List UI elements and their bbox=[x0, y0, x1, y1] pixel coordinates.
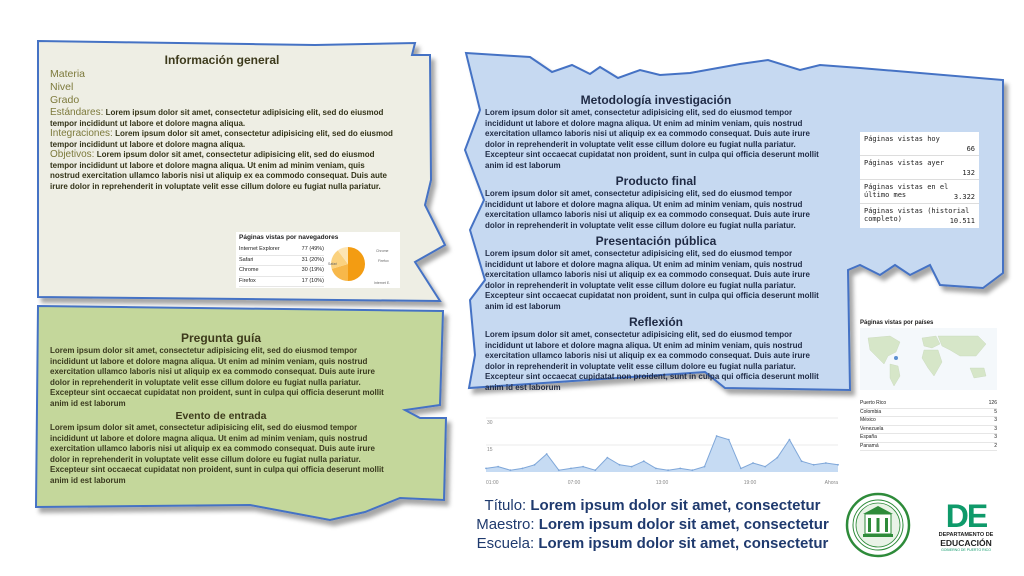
grado-label: Grado bbox=[50, 94, 80, 106]
product-text: Lorem ipsum dolor sit amet, consectetur adipisicing elit, sed do eiusmod tempor incididunt ut labore et dolore magna aliqua. Ut enim ad minim veniam, quis nostrud exercitation ullamco laboris nisi ut aliquip ex ea commodo consequat. Duis aute irure dolor in reprehenderit in voluptate velit esse cillum dolore eu fugiat nulla pariatur. bbox=[485, 189, 810, 230]
data-point bbox=[801, 460, 803, 462]
objetivos-block bbox=[50, 150, 394, 192]
data-point bbox=[813, 464, 815, 466]
country-row bbox=[860, 443, 997, 452]
data-point bbox=[534, 464, 536, 466]
country-value: 3 bbox=[994, 425, 997, 432]
country-value: 3 bbox=[994, 417, 997, 423]
area-series bbox=[486, 436, 838, 472]
stat-row bbox=[860, 180, 979, 204]
country-widget bbox=[860, 320, 997, 449]
data-point bbox=[582, 466, 584, 468]
estandares-block bbox=[50, 108, 394, 129]
data-point bbox=[728, 439, 730, 441]
data-point bbox=[570, 468, 572, 470]
browser-value: 30 (19%) bbox=[301, 267, 324, 273]
traffic-area-chart bbox=[482, 410, 842, 488]
country-row bbox=[860, 400, 997, 409]
country-name: Panamá bbox=[860, 442, 879, 449]
data-point bbox=[631, 466, 633, 468]
entry-event-text: Lorem ipsum dolor sit amet, consectetur adipisicing elit, sed do eiusmod tempor incididunt ut labore et dolore magna aliqua. Ut enim ad minim veniam, quis nostrud exercitation ullamco laboris nisi ut aliquip ex ea commodo consequat. Duis aute irure dolor in reprehenderit in voluptate velit esse cillum dolore eu fugiat nulla pariatur. Excepteur sint occaecat cupidatat non proident, sunt in culpa qui officia deserunt mollit anim id est laborum bbox=[50, 423, 384, 485]
objetivos-label: Objetivos: bbox=[50, 149, 95, 160]
maestro-value: Lorem ipsum dolor sit amet, consectetur bbox=[538, 516, 829, 533]
data-point bbox=[485, 468, 487, 470]
method-text: Lorem ipsum dolor sit amet, consectetur adipisicing elit, sed do eiusmod tempor incididunt ut labore et dolore magna aliqua. Ut enim ad minim veniam, quis nostrud exercitation ullamco laboris nisi ut aliquip ex ea commodo consequat. Duis aute irure dolor in reprehenderit in voluptate velit esse cillum dolore eu fugiat nulla pariatur. Excepteur sint occaecat cupidatat non proident, sunt in culpa qui officia deserunt mollit anim id est laborum bbox=[485, 108, 819, 170]
materia-label: Materia bbox=[50, 68, 86, 80]
stat-row bbox=[860, 132, 979, 156]
estandares-label: Estándares: bbox=[50, 107, 104, 118]
pie-slice bbox=[348, 247, 365, 281]
country-value: 3 bbox=[994, 434, 997, 440]
data-point bbox=[509, 469, 511, 471]
country-value: 2 bbox=[994, 442, 997, 449]
method-title: Metodología investigación bbox=[580, 93, 732, 107]
browser-value: 17 (10%) bbox=[301, 277, 324, 284]
data-point bbox=[594, 469, 596, 471]
school-seal-logo bbox=[845, 492, 911, 558]
data-point bbox=[522, 468, 524, 470]
browser-widget bbox=[236, 232, 400, 288]
data-point bbox=[776, 457, 778, 459]
reflection-title: Reflexión bbox=[628, 315, 683, 329]
objetivos-text: Lorem ipsum dolor sit amet, consectetur adipisicing elit, sed do eiusmod tempor incididunt ut labore et dolore magna aliqua. Ut enim ad minim veniam, quis nostrud exercitation ullamco laboris nisi ut aliquip ex ea commodo consequat. Duis aute irure dolor in reprehenderit in voluptate velit esse cillum dolore eu fugiat nulla pariatur. bbox=[50, 150, 387, 191]
country-name: Puerto Rico bbox=[860, 400, 887, 406]
de-line2: EDUCACIÓN bbox=[940, 538, 992, 548]
browser-pie-chart bbox=[328, 240, 400, 286]
country-name: Venezuela bbox=[860, 425, 884, 432]
titulo-label: Título: bbox=[484, 497, 527, 514]
stat-value: 10.511 bbox=[949, 217, 975, 225]
data-point bbox=[691, 469, 693, 471]
page-stats-widget bbox=[860, 132, 979, 228]
x-tick-label: 19:00 bbox=[743, 480, 757, 486]
escuela-value: Lorem ipsum dolor sit amet, consectetur bbox=[538, 535, 829, 552]
data-point bbox=[558, 469, 560, 471]
browser-row bbox=[239, 256, 324, 267]
country-row bbox=[860, 434, 997, 443]
data-point bbox=[716, 435, 718, 437]
titulo-value: Lorem ipsum dolor sit amet, consectetur bbox=[530, 497, 821, 514]
product-title: Producto final bbox=[615, 174, 697, 188]
stat-label: Páginas vistas ayer bbox=[864, 159, 945, 167]
stat-value: 3.322 bbox=[953, 193, 975, 201]
country-table bbox=[860, 400, 997, 451]
data-point bbox=[546, 453, 548, 455]
data-point bbox=[789, 439, 791, 441]
country-widget-title: Páginas vistas por países bbox=[860, 320, 934, 326]
browser-table bbox=[239, 245, 324, 287]
presentation-text: Lorem ipsum dolor sit amet, consectetur adipisicing elit, sed do eiusmod tempor incididunt ut labore et dolore magna aliqua. Ut enim ad minim veniam, quis nostrud exercitation ullamco laboris nisi ut aliquip ex ea commodo consequat. Duis aute irure dolor in reprehenderit in voluptate velit esse cillum dolore eu fugiat nulla pariatur. Excepteur sint occaecat cupidatat non proident, sunt in culpa qui officia deserunt mollit anim id est laborum bbox=[485, 249, 819, 311]
de-line3: GOBIERNO DE PUERTO RICO bbox=[941, 548, 991, 552]
guide-panel-text: Lorem ipsum dolor sit amet, consectetur adipisicing elit, sed do eiusmod tempor incididunt ut labore et dolore magna aliqua. Ut enim ad minim veniam, quis nostrud exercitation ullamco laboris nisi ut aliquip ex ea commodo consequat. Duis aute irure dolor in reprehenderit in voluptate velit esse cillum dolore eu fugiat nulla pariatur. Excepteur sint occaecat cupidatat non proident, sunt in culpa qui officia deserunt mollit anim id est laborum bbox=[50, 346, 384, 408]
data-point bbox=[752, 462, 754, 464]
data-point bbox=[497, 466, 499, 468]
data-point bbox=[679, 468, 681, 470]
info-panel bbox=[50, 51, 394, 192]
country-row bbox=[860, 426, 997, 435]
data-point bbox=[655, 468, 657, 470]
entry-event-title: Evento de entrada bbox=[175, 410, 267, 422]
country-name: México bbox=[860, 417, 876, 423]
pie-label: Chrome bbox=[376, 249, 389, 253]
stat-value: 66 bbox=[966, 145, 975, 153]
data-point bbox=[619, 464, 621, 466]
data-point bbox=[643, 460, 645, 462]
country-row bbox=[860, 409, 997, 418]
data-point bbox=[825, 462, 827, 464]
footer-info bbox=[470, 496, 835, 553]
footer-teacher-line bbox=[470, 515, 835, 534]
stat-label: Páginas vistas (historial completo) bbox=[864, 207, 970, 223]
x-tick-label: 13:00 bbox=[655, 480, 669, 486]
browser-name: Safari bbox=[239, 256, 254, 263]
browser-value: 31 (20%) bbox=[301, 256, 324, 263]
browser-row bbox=[239, 277, 324, 288]
x-tick-label: Ahora bbox=[824, 480, 838, 486]
footer-title-line bbox=[470, 496, 835, 515]
maestro-label: Maestro: bbox=[476, 516, 535, 533]
de-line1: DEPARTAMENTO DE bbox=[938, 532, 994, 538]
browser-name: Internet Explorer bbox=[239, 246, 280, 252]
country-name: España bbox=[860, 434, 877, 440]
browser-name: Chrome bbox=[239, 267, 259, 273]
browser-widget-title: Páginas vistas por navegadores bbox=[239, 234, 339, 241]
stat-row bbox=[860, 156, 979, 180]
escuela-label: Escuela: bbox=[476, 535, 535, 552]
stat-row bbox=[860, 204, 979, 227]
browser-name: Firefox bbox=[239, 277, 256, 284]
country-name: Colombia bbox=[860, 408, 882, 415]
pie-label: Safari bbox=[328, 262, 338, 266]
country-value: 126 bbox=[988, 400, 997, 406]
data-point bbox=[764, 466, 766, 468]
department-education-logo bbox=[934, 500, 998, 560]
footer-school-line bbox=[470, 534, 835, 553]
estandares-text: Lorem ipsum dolor sit amet, consectetur adipisicing elit, sed do eiusmod tempor incididunt ut labore et dolore magna aliqua. bbox=[50, 108, 384, 128]
pie-label: Firefox bbox=[378, 259, 389, 263]
reflection-text: Lorem ipsum dolor sit amet, consectetur adipisicing elit, sed do eiusmod tempor incididunt ut labore et dolore magna aliqua. Ut enim ad minim veniam, quis nostrud exercitation ullamco laboris nisi ut aliquip ex ea commodo consequat. Duis aute irure dolor in reprehenderit in voluptate velit esse cillum dolore eu fugiat nulla pariatur. Excepteur sint occaecat cupidatat non proident, sunt in culpa qui officia deserunt mollit anim id est laborum bbox=[485, 330, 819, 392]
data-point bbox=[667, 469, 669, 471]
integraciones-text: Lorem ipsum dolor sit amet, consectetur adipisicing elit, sed do eiusmod tempor incididunt ut labore et dolore magna aliqua. bbox=[50, 129, 393, 149]
world-map bbox=[860, 328, 997, 390]
stat-label: Páginas vistas en el último mes bbox=[864, 183, 949, 199]
data-point bbox=[704, 466, 706, 468]
browser-row bbox=[239, 266, 324, 277]
info-panel-title: Información general bbox=[164, 53, 280, 67]
browser-value: 77 (49%) bbox=[301, 246, 324, 252]
integraciones-label: Integraciones: bbox=[50, 128, 113, 139]
de-letters: DE bbox=[945, 498, 987, 534]
country-row bbox=[860, 417, 997, 426]
y-tick-label: 15 bbox=[487, 447, 493, 453]
data-point bbox=[740, 468, 742, 470]
data-point bbox=[837, 464, 839, 466]
browser-row bbox=[239, 245, 324, 256]
x-tick-label: 07:00 bbox=[567, 480, 581, 486]
y-tick-label: 30 bbox=[487, 420, 493, 426]
stat-label: Páginas vistas hoy bbox=[864, 135, 940, 143]
presentation-title: Presentación pública bbox=[595, 234, 717, 248]
integraciones-block bbox=[50, 129, 394, 150]
stat-value: 132 bbox=[962, 169, 975, 177]
country-value: 5 bbox=[994, 408, 997, 415]
guide-panel bbox=[50, 329, 392, 486]
nivel-label: Nivel bbox=[50, 81, 74, 93]
guide-panel-title: Pregunta guía bbox=[180, 331, 261, 345]
x-tick-label: 01:00 bbox=[486, 480, 499, 486]
pie-label: Internet E. bbox=[374, 281, 391, 285]
data-point bbox=[606, 457, 608, 459]
method-panel bbox=[485, 90, 827, 393]
